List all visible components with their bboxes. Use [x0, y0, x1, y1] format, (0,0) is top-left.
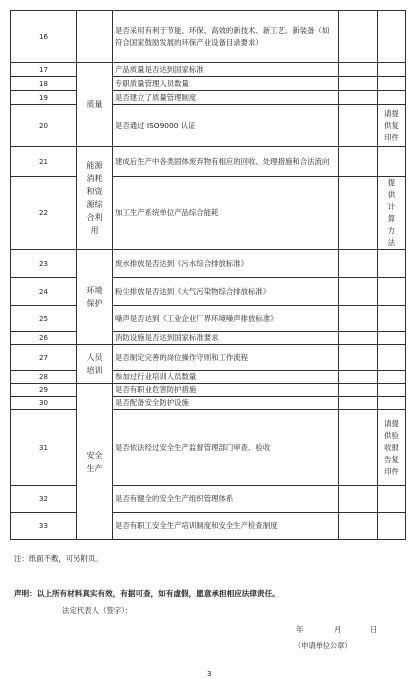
blank-cell — [339, 77, 378, 91]
table-row — [11, 332, 406, 345]
declaration: 声明：以上所有材料真实有效，有据可查，如有虚假，愿意承担相应法律责任。 — [14, 589, 280, 598]
category-quality: 质量 — [77, 63, 113, 147]
note-cell — [378, 147, 406, 177]
note-cell — [378, 332, 406, 345]
date-line — [296, 624, 377, 635]
row-number: 18 — [11, 77, 77, 91]
note-cell — [378, 371, 406, 384]
row-number: 16 — [11, 11, 77, 63]
note-cell — [378, 345, 406, 371]
table-row — [11, 147, 406, 177]
row-number: 27 — [11, 345, 77, 371]
blank-cell — [339, 63, 378, 77]
category-training: 人员培训 — [77, 345, 113, 384]
row-number: 22 — [11, 177, 77, 250]
blank-cell — [339, 410, 378, 486]
table-row — [11, 11, 406, 63]
blank-cell — [339, 345, 378, 371]
row-number: 24 — [11, 278, 77, 306]
note-cell — [378, 513, 406, 540]
table-row — [11, 513, 406, 540]
row-number: 32 — [11, 486, 77, 513]
item-cell: 是否建立了质量管理制度 — [113, 91, 339, 105]
item-cell: 消防设施是否达到国家标准要求 — [113, 332, 339, 345]
document-page — [6, 10, 410, 678]
checklist-table — [10, 10, 406, 540]
blank-cell — [339, 384, 378, 397]
blank-cell — [339, 11, 378, 63]
item-cell: 是否采用有利于节能、环保、高效的新技术、新工艺、新装备（如符合国家鼓励发展的环保产业设备目录要求） — [113, 11, 339, 63]
date-year: 年 — [296, 625, 304, 634]
blank-cell — [339, 371, 378, 384]
table-row — [11, 91, 406, 105]
item-cell: 是否有职业危害防护措施 — [113, 384, 339, 397]
date-month: 月 — [334, 625, 342, 634]
item-cell: 专职质量管理人员数量 — [113, 77, 339, 91]
table-row — [11, 345, 406, 371]
note-cell — [378, 486, 406, 513]
applicant-seal: （申请单位公章） — [294, 641, 352, 650]
item-cell: 是否依法经过安全生产监督管理部门审查、验收 — [113, 410, 339, 486]
note-cell: 提供计算方法 — [378, 177, 406, 250]
item-cell: 建成后生产中各类固体废弃物有相应的回收、处理措施和合法流向 — [113, 147, 339, 177]
item-cell: 粉尘排放是否达到《大气污染物综合排放标准》 — [113, 278, 339, 306]
row-number: 28 — [11, 371, 77, 384]
blank-cell — [339, 177, 378, 250]
note-cell — [378, 306, 406, 332]
row-number: 17 — [11, 63, 77, 77]
item-cell: 废水排放是否达到《污水综合排放标准》 — [113, 250, 339, 278]
category-environment: 环境保护 — [77, 250, 113, 345]
note-cell — [378, 397, 406, 410]
item-cell: 是否制定完善的岗位操作守则和工作流程 — [113, 345, 339, 371]
row-number: 26 — [11, 332, 77, 345]
row-number: 25 — [11, 306, 77, 332]
item-cell: 参加过行业培训人员数量 — [113, 371, 339, 384]
blank-cell — [339, 91, 378, 105]
footnote: 注：纸面不敷，可另附页。 — [14, 554, 103, 563]
note-cell: 请提供复印件 — [378, 105, 406, 147]
blank-cell — [339, 397, 378, 410]
category-safety: 安全生产 — [77, 384, 113, 540]
table-row — [11, 177, 406, 250]
row-number: 29 — [11, 384, 77, 397]
table-row — [11, 278, 406, 306]
blank-cell — [339, 513, 378, 540]
blank-cell — [339, 147, 378, 177]
note-cell — [378, 11, 406, 63]
blank-cell — [339, 278, 378, 306]
item-cell: 是否有健全的安全生产组织管理体系 — [113, 486, 339, 513]
category-energy: 能源消耗和资源综合利用 — [77, 147, 113, 250]
item-cell: 是否配备安全防护设施 — [113, 397, 339, 410]
note-cell — [378, 63, 406, 77]
note-cell: 请提供验收报告复印件 — [378, 410, 406, 486]
table-row — [11, 250, 406, 278]
table-row — [11, 306, 406, 332]
table-row — [11, 397, 406, 410]
row-number: 31 — [11, 410, 77, 486]
blank-cell — [339, 332, 378, 345]
blank-cell — [339, 306, 378, 332]
row-number: 21 — [11, 147, 77, 177]
table-row — [11, 371, 406, 384]
row-number: 30 — [11, 397, 77, 410]
row-number: 33 — [11, 513, 77, 540]
note-cell — [378, 250, 406, 278]
table-row — [11, 77, 406, 91]
item-cell: 加工生产系统单位产品综合能耗 — [113, 177, 339, 250]
item-cell: 噪声是否达到《工业企业厂界环境噪声排放标准》 — [113, 306, 339, 332]
table-row — [11, 63, 406, 77]
item-cell: 是否有职工安全生产培训制度和安全生产检查制度 — [113, 513, 339, 540]
table-row — [11, 486, 406, 513]
category-cell — [77, 11, 113, 63]
row-number: 23 — [11, 250, 77, 278]
blank-cell — [339, 250, 378, 278]
table-row — [11, 410, 406, 486]
note-cell — [378, 91, 406, 105]
table-row — [11, 105, 406, 147]
item-cell: 产品质量是否达到国家标准 — [113, 63, 339, 77]
note-cell — [378, 77, 406, 91]
table-row — [11, 384, 406, 397]
date-day: 日 — [370, 625, 378, 634]
legal-representative-signature: 法定代表人（签字）： — [62, 606, 133, 615]
note-cell — [378, 278, 406, 306]
page-number: 3 — [207, 670, 212, 678]
note-cell — [378, 384, 406, 397]
blank-cell — [339, 486, 378, 513]
row-number: 19 — [11, 91, 77, 105]
row-number: 20 — [11, 105, 77, 147]
blank-cell — [339, 105, 378, 147]
item-cell: 是否通过 ISO9000 认证 — [113, 105, 339, 147]
